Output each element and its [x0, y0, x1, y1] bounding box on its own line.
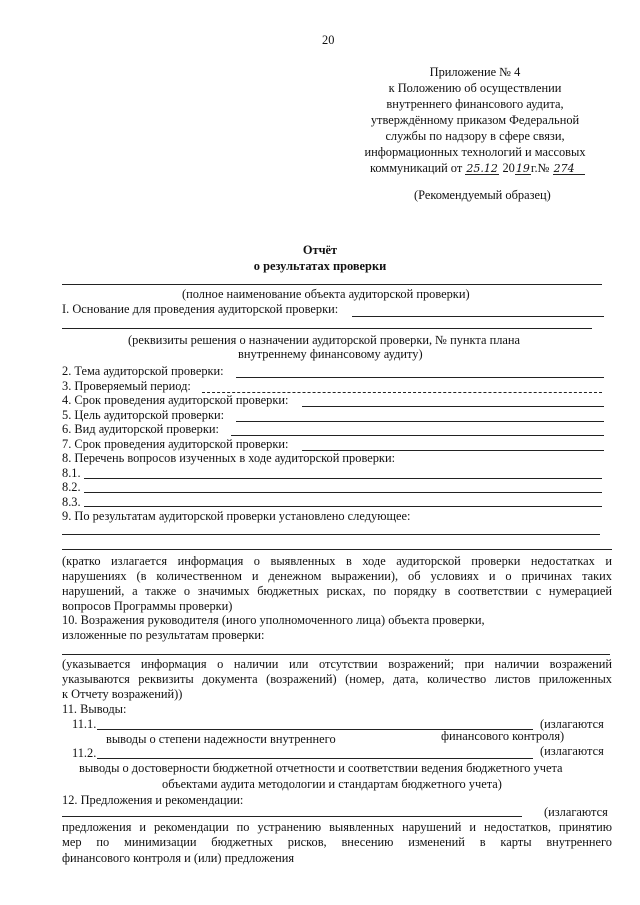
order-prefix: коммуникаций от [370, 161, 463, 175]
objections-label: изложенные по результатам проверки: [62, 628, 265, 642]
field-label-topic: 2. Тема аудиторской проверки: [62, 364, 224, 378]
recommendations-right-hint: (излагаются [544, 805, 608, 819]
conclusion-label: 11.2. [72, 746, 97, 760]
findings-hint: нарушениях (в количественном и денежном выражении), об условиях и о причинах таких [62, 569, 612, 583]
appendix-title: Приложение № 4 [429, 65, 521, 79]
conclusion-hint: объектами аудита методологии и стандартам бюджетного учета) [162, 777, 502, 791]
field-line-duration[interactable] [302, 406, 604, 407]
basis-hint: (реквизиты решения о назначении аудиторской проверки, № пункта плана [128, 333, 521, 347]
field-label-duration: 4. Срок проведения аудиторской проверки: [62, 393, 289, 407]
object-name-hint: (полное наименование объекта аудиторской проверки) [182, 287, 470, 301]
field-label-type: 6. Вид аудиторской проверки: [62, 422, 219, 436]
field-line-type[interactable] [231, 435, 604, 436]
question-line[interactable] [84, 506, 602, 507]
findings-line-2[interactable] [62, 549, 612, 550]
conclusion-hint: выводы о достоверности бюджетной отчетности и соответствии ведения бюджетного учета [79, 761, 563, 775]
order-year-prefix: 20 [502, 161, 515, 175]
order-year-handwritten: 19 [515, 162, 530, 175]
page-number: 20 [322, 33, 335, 47]
findings-hint: нарушений, а также о значимых бюджетных рисках, по порядку в соответствии с нумерацией [62, 584, 612, 598]
question-line[interactable] [84, 492, 602, 493]
recommendations-hint: мер по минимизации бюджетных рисков, внесению изменений в карты внутреннего [62, 835, 612, 849]
order-date-handwritten: 25.12 [466, 162, 498, 175]
conclusion-label: 11.1. [72, 717, 97, 731]
field-label-questions: 8. Перечень вопросов изученных в ходе аудиторской проверки: [62, 451, 396, 465]
findings-line[interactable] [62, 534, 600, 535]
objections-hint: к Отчету возражений)) [62, 687, 183, 701]
conclusion-right-hint: (излагаются [540, 744, 604, 758]
basis-hint: внутреннему финансовому аудиту) [238, 347, 423, 361]
question-line[interactable] [84, 478, 602, 479]
basis-field-line[interactable] [352, 316, 604, 317]
conclusion-hint: финансового контроля) [441, 729, 565, 743]
findings-label: 9. По результатам аудиторской проверки установлено следующее: [62, 509, 411, 523]
basis-label: I. Основание для проведения аудиторской проверки: [62, 302, 339, 316]
question-label: 8.3. [62, 495, 81, 509]
appendix-line: информационных технологий и массовых [364, 145, 586, 159]
field-label-period: 3. Проверяемый период: [62, 379, 191, 393]
order-number-prefix: г.№ [530, 161, 550, 175]
recommendations-label: 12. Предложения и рекомендации: [62, 793, 244, 807]
question-label: 8.1. [62, 466, 81, 480]
appendix-line: утверждённому приказом Федеральной [370, 113, 580, 127]
report-subtitle: о результатах проверки [253, 259, 387, 273]
conclusions-label: 11. Выводы: [62, 702, 127, 716]
conclusion-line[interactable] [97, 758, 533, 759]
conclusion-right-hint: (излагаются [540, 717, 604, 731]
objections-hint: указываются реквизиты документа (возражений) (номер, дата, количество листов приложенных [62, 672, 612, 686]
question-label: 8.2. [62, 480, 81, 494]
object-name-line[interactable] [62, 284, 602, 285]
appendix-line: службы по надзору в сфере связи, [385, 129, 565, 143]
order-number-handwritten: 274 [553, 163, 585, 175]
field-line-topic[interactable] [236, 377, 604, 378]
objections-label: 10. Возражения руководителя (иного уполномоченного лица) объекта проверки, [62, 613, 485, 627]
findings-hint: (кратко излагается информация о выявленных в ходе аудиторской проверки недостатках и [62, 554, 612, 568]
appendix-line: к Положению об осуществлении [388, 81, 562, 95]
conclusion-hint: выводы о степени надежности внутреннего [106, 732, 336, 746]
objections-hint: (указывается информация о наличии или отсутствии возражений; при наличии возражений [62, 657, 612, 671]
recommendations-hint: предложения и рекомендации по устранению выявленных нарушений и недостатков, принятию [62, 820, 612, 834]
findings-hint: вопросов Программы проверки) [62, 599, 233, 613]
basis-field-line-2[interactable] [62, 328, 592, 329]
appendix-line: внутреннего финансового аудита, [386, 97, 564, 111]
field-label-term: 7. Срок проведения аудиторской проверки: [62, 437, 289, 451]
appendix-order-line [370, 161, 585, 175]
field-label-goal: 5. Цель аудиторской проверки: [62, 408, 225, 422]
field-line-goal[interactable] [236, 421, 604, 422]
recommended-sample-label: (Рекомендуемый образец) [414, 188, 551, 202]
recommendations-line[interactable] [62, 816, 522, 817]
objections-line[interactable] [62, 654, 610, 655]
recommendations-hint: финансового контроля и (или) предложения [62, 851, 295, 865]
report-title: Отчёт [302, 243, 338, 257]
